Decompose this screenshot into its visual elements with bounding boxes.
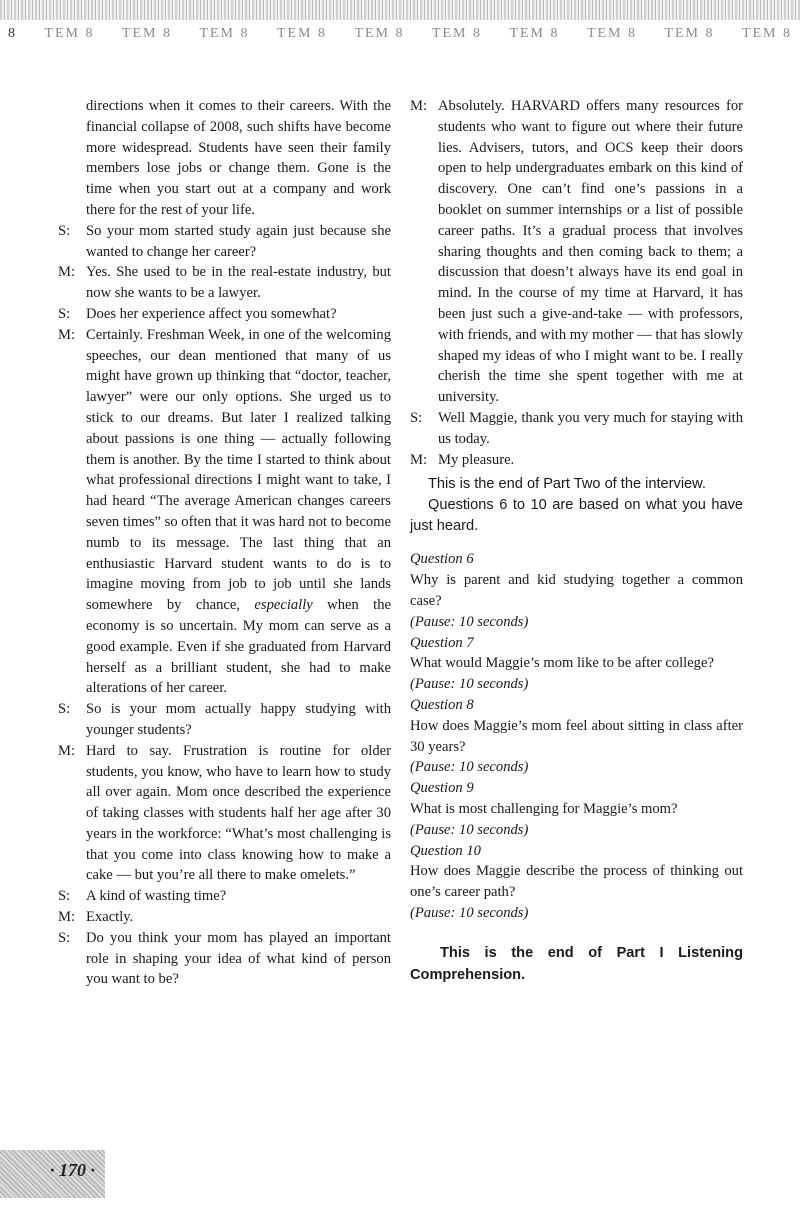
header-item: TEM 8 [199,26,250,41]
header-item: TEM 8 [664,26,715,41]
turn-text: Do you think your mom has played an important role in shaping your idea of what kind of person you want to be? [86,929,391,988]
dialogue-turn [58,325,391,699]
dialogue-turn [58,741,391,887]
turn-text: Exactly. [86,909,134,926]
narration [410,474,743,537]
turn-text: A kind of wasting time? [86,888,227,905]
dialogue-turn [58,928,391,990]
turn-text: Certainly. Freshman Week, in one of the welcoming speeches, our dean mentioned that many of us might have grown up thinking that “doctor, teacher, lawyer” were our only options. She urged us to stick to our dreams. But later I realized talking about passions is one thing — actually following them is another. By the time I started to think about what professional directions I might want to take, I had heard “The average American changes careers seven times” so often that it was hard not to become numb to its message. The last thing that an enthusiastic Harvard student wants to do is to imagine moving from job to job until she lands somewhere by chance, [86,326,391,614]
speaker-label: S: [410,409,423,426]
dialogue-turn [58,886,391,907]
turn-text: Yes. She used to be in the real-estate industry, but now she wants to be a lawyer. [86,264,391,302]
end-of-part-note: This is the end of Part I Listening Comprehension. [410,944,743,983]
header-item: TEM 8 [276,26,327,41]
right-column [410,96,743,986]
emphasized-word: especially [254,597,313,614]
question-label: Question 8 [410,696,474,713]
speaker-label: S: [58,929,71,946]
speaker-label: M: [58,326,76,343]
header-item: TEM 8 [354,26,405,41]
dialogue-turn [58,262,391,304]
question-text: What would Maggie’s mom like to be after college? [410,655,714,672]
dialogue-turn [410,408,743,450]
question-text: Why is parent and kid studying together a common case? [410,572,743,609]
dialogue-turn [58,699,391,741]
pause-note: (Pause: 10 seconds) [410,676,529,693]
pause-note: (Pause: 10 seconds) [410,759,529,776]
turn-text: So your mom started study again just because she wanted to change her career? [86,222,391,260]
turn-text: Absolutely. HARVARD offers many resources for students who want to figure out where their future lies. Advisers, tutors, and OCS keep their doors open to help undergraduates embark on this kind of discovery. One can’t find one’s passions in a booklet on summer internships or a list of possible career paths. It’s a gradual process that involves sharing thoughts and then coming back to them; a discussion that doesn’t always have its end goal in mind. In the course of my time at Harvard, it has been just such a give-and-take — with professors, with friends, and with my mother — that has slowly shaped my ideas of who I might want to be. I really cherish the time she spent together with me at university. [438,98,743,406]
pause-note: (Pause: 10 seconds) [410,821,529,838]
speaker-label: M: [58,264,76,281]
question-text: How does Maggie’s mom feel about sitting in class after 30 years? [410,717,743,755]
dialogue-turn [58,907,391,928]
dialogue-turn [58,221,391,263]
pause-note: (Pause: 10 seconds) [410,613,529,630]
header-item: TEM 8 [121,26,172,41]
top-decorative-band [0,0,800,20]
header-item: 8 [8,26,17,41]
turn-text: Does her experience affect you somewhat? [86,305,337,322]
page-number: · 170 · [50,1160,95,1180]
pause-note: (Pause: 10 seconds) [410,904,529,921]
turn-text: My pleasure. [438,451,515,468]
dialogue-turn [410,450,743,471]
turn-text: when the economy is so uncertain. My mom can serve as a good example. Even if she graduated from Harvard herself as a brilliant student, she had to make alterations of her career. [86,597,392,697]
question-label: Question 9 [410,780,474,797]
question-list [410,549,743,923]
turn-text: Well Maggie, thank you very much for staying with us today. [438,409,743,447]
turn-text: Hard to say. Frustration is routine for older students, you know, who have to learn how to study all over again. Mom once described the experience of taking classes with students half her age after 30 years in the workforce: “What’s most challenging is that you come into class knowing how to make a cake — but you’re all there to make omelets.” [86,742,391,884]
question-text: How does Maggie describe the process of thinking out one’s career path? [410,863,743,901]
dialogue-turn [410,96,743,408]
header-item: TEM 8 [586,26,637,41]
dialogue-turn [58,304,391,325]
speaker-label: M: [410,451,428,468]
header-item: TEM 8 [431,26,482,41]
narration-line: Questions 6 to 10 are based on what you have just heard. [410,497,743,535]
header-item: TEM 8 [44,26,95,41]
left-column [58,96,391,990]
header-item: TEM 8 [509,26,560,41]
speaker-label: M: [410,98,428,114]
header-item: TEM 8 [741,26,792,41]
speaker-label: S: [58,222,71,239]
turn-text: So is your mom actually happy studying with younger students? [86,701,391,738]
speaker-label: M: [58,742,76,759]
running-header [0,24,800,44]
speaker-label: S: [58,305,71,322]
narration-line: This is the end of Part Two of the interview. [428,476,706,493]
question-label: Question 10 [410,842,481,859]
speaker-label: M: [58,909,76,926]
question-text: What is most challenging for Maggie’s mom? [410,800,678,817]
speaker-label: S: [58,701,71,718]
question-label: Question 6 [410,551,474,568]
question-label: Question 7 [410,634,474,651]
continued-paragraph: directions when it comes to their careers. With the financial collapse of 2008, such shifts have become more widespread. Students have seen their family members lose jobs or change them. Gone is the time when you start out at a company and work there for the rest of your life. [86,98,391,218]
speaker-label: S: [58,888,71,905]
